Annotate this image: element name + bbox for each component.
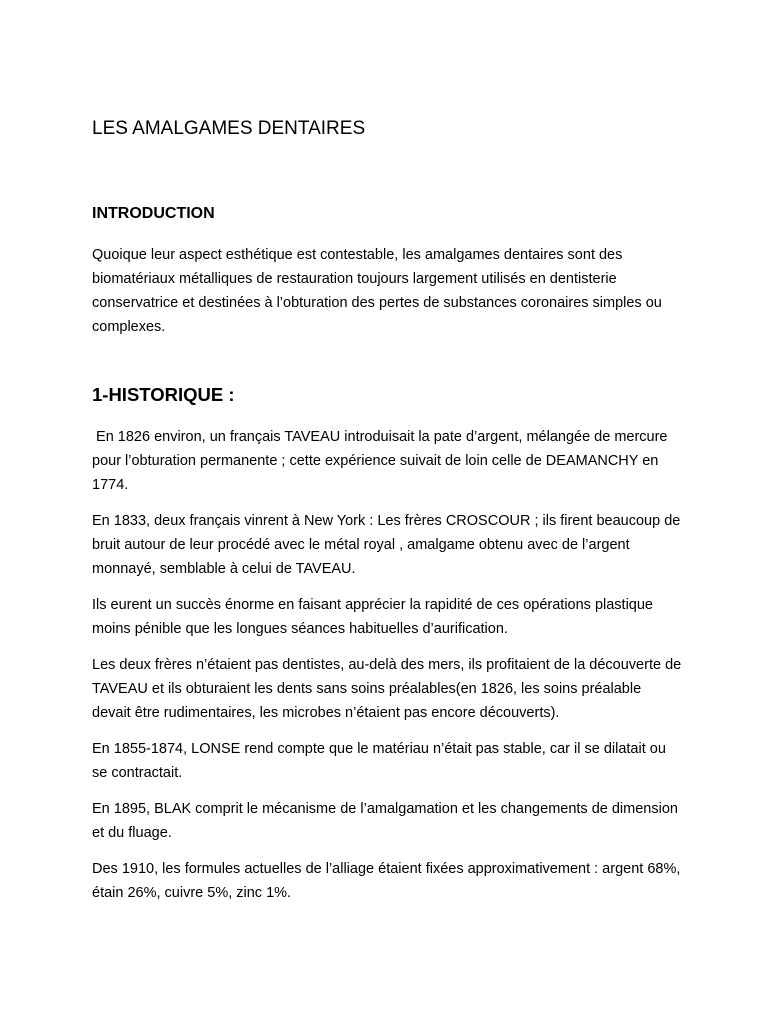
- introduction-paragraph: Quoique leur aspect esthétique est contestable, les amalgames dentaires sont des biomatériaux métalliques de restauration toujours largement utilisés en dentisterie conservatrice et destinées à l’obturation des pertes de substances coronaires simples ou complexes.: [92, 247, 662, 335]
- historique-paragraph: En 1833, deux français vinrent à New York : Les frères CROSCOUR ; ils firent beaucoup de bruit autour de leur procédé avec le métal royal , amalgame obtenu avec de l’argent monnayé, semblable à celui de TAVEAU.: [92, 513, 681, 577]
- historique-paragraph: Des 1910, les formules actuelles de l’alliage étaient fixées approximativement : argent 68%, étain 26%, cuivre 5%, zinc 1%.: [92, 861, 681, 901]
- historique-paragraph: En 1855-1874, LONSE rend compte que le matériau n’était pas stable, car il se dilatait ou se contractait.: [92, 741, 666, 781]
- historique-paragraph: En 1895, BLAK comprit le mécanisme de l’amalgamation et les changements de dimension et du fluage.: [92, 801, 678, 841]
- historique-body: [92, 425, 682, 917]
- introduction-heading: INTRODUCTION: [92, 205, 215, 222]
- historique-paragraph: Ils eurent un succès énorme en faisant apprécier la rapidité de ces opérations plastique moins pénible que les longues séances habituelles d’aurification.: [92, 597, 653, 637]
- historique-heading: 1-HISTORIQUE :: [92, 384, 235, 405]
- historique-paragraph: Les deux frères n’étaient pas dentistes, au-delà des mers, ils profitaient de la découverte de TAVEAU et ils obturaient les dents sans soins préalables(en 1826, les soins préalable devait être rudimentaires, les microbes n’étaient pas encore découverts).: [92, 657, 682, 721]
- historique-paragraph: En 1826 environ, un français TAVEAU introduisait la pate d’argent, mélangée de mercure pour l’obturation permanente ; cette expérience suivait de loin celle de DEAMANCHY en 1774.: [92, 429, 672, 493]
- document-title: LES AMALGAMES DENTAIRES: [92, 118, 366, 139]
